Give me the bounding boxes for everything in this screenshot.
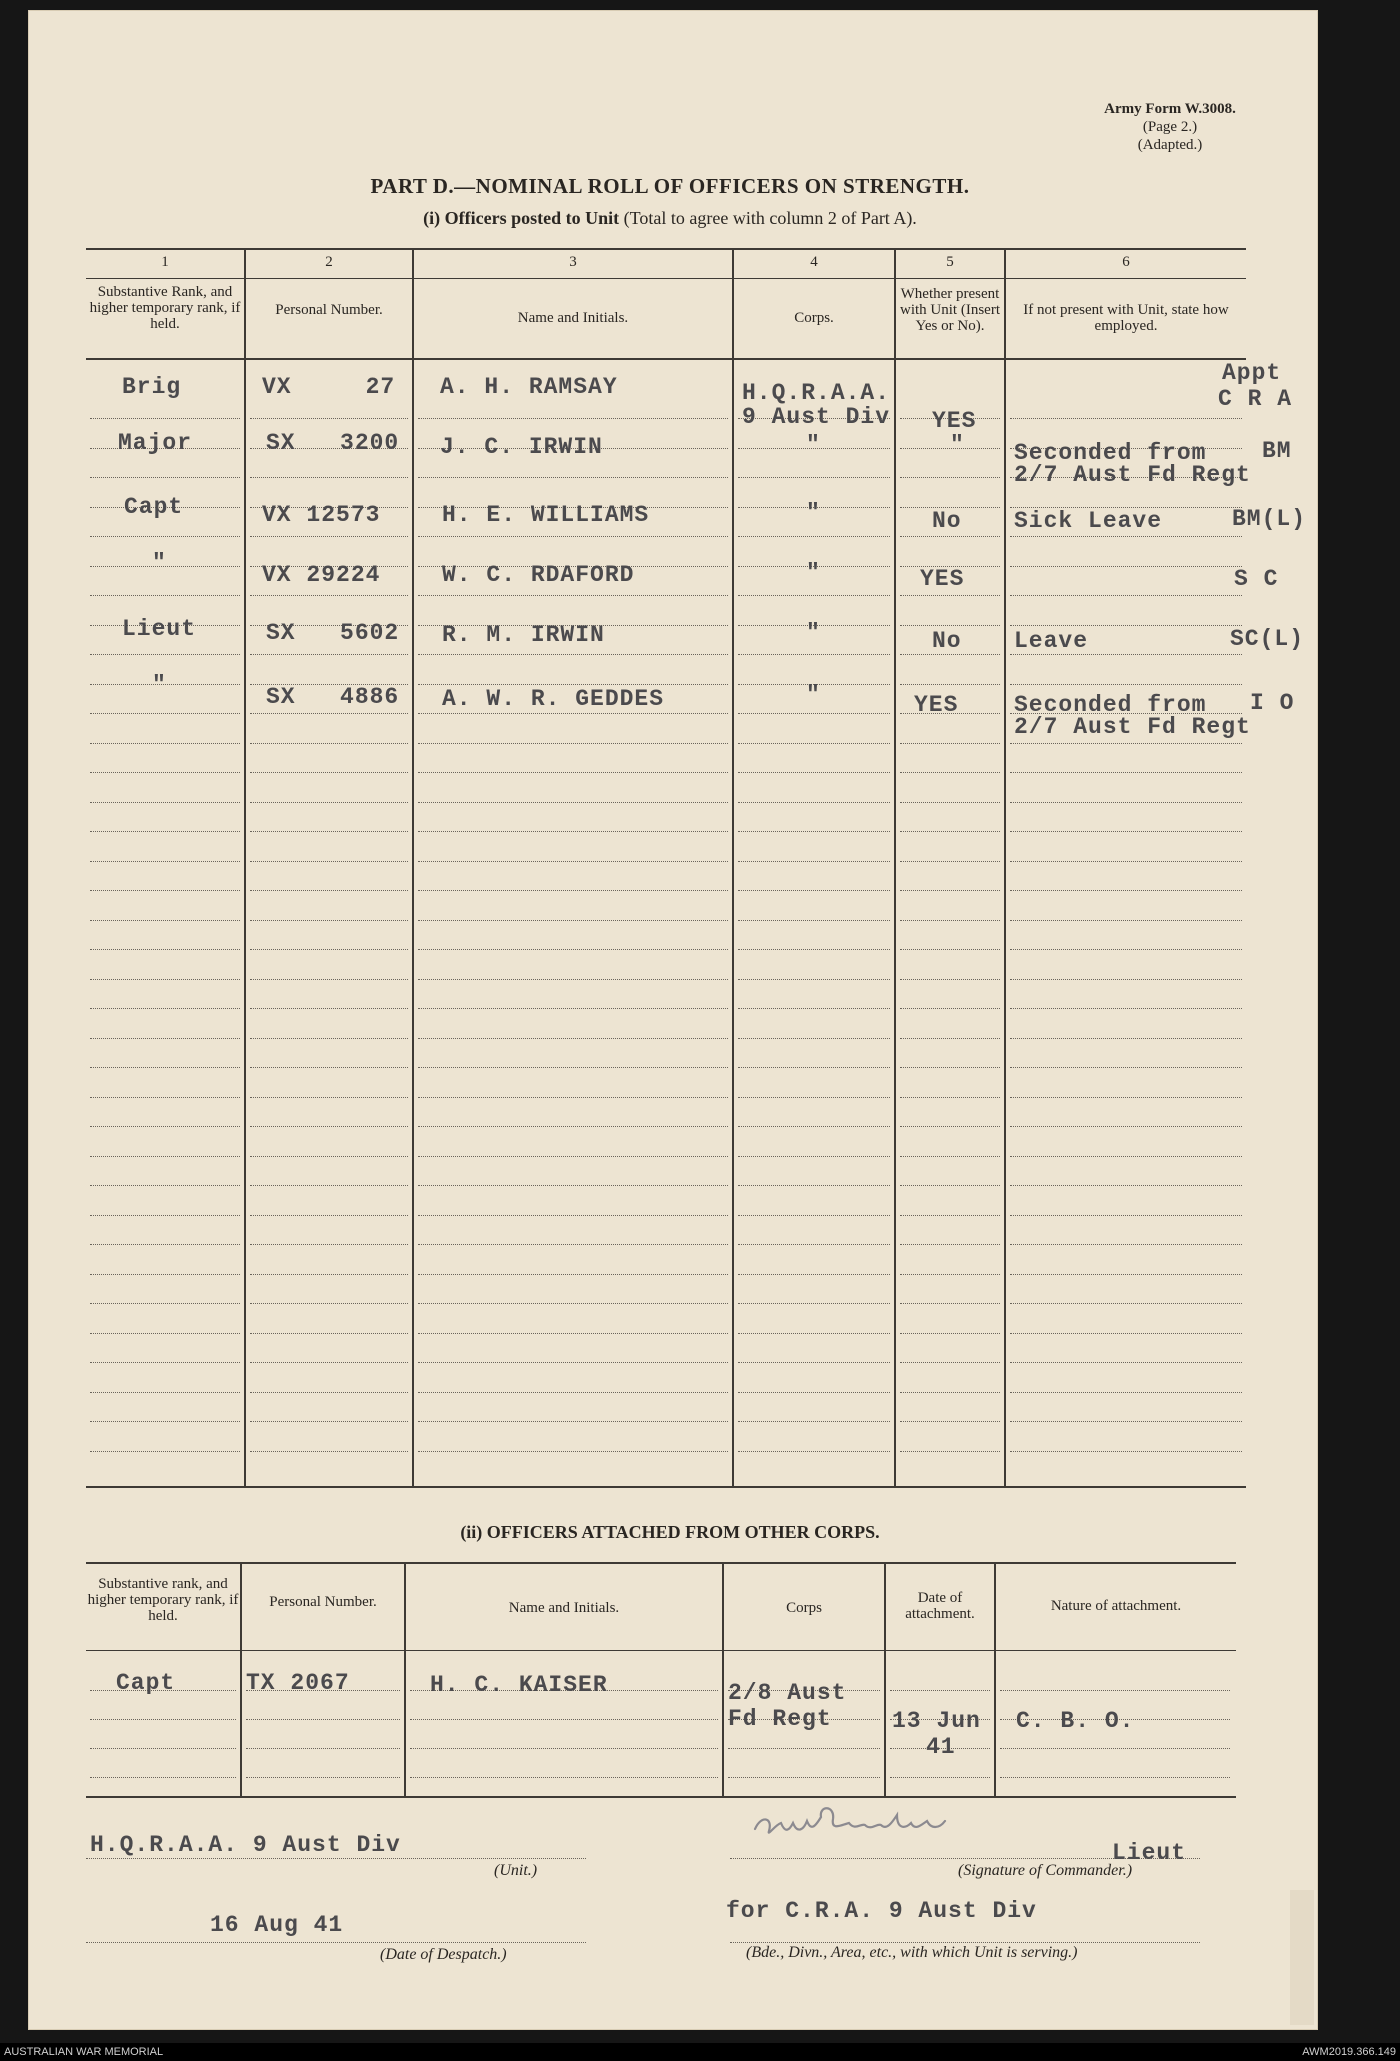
- ruled-line: [738, 861, 890, 862]
- form-id-line3: (Adapted.): [1137, 137, 1203, 153]
- ruled-line: [90, 949, 240, 950]
- table-row-name: A. H. RAMSAY: [440, 374, 618, 400]
- ruled-line: [1000, 1777, 1230, 1778]
- ruled-line: [738, 1362, 890, 1363]
- ruled-line: [250, 418, 408, 419]
- ruled-line: [738, 831, 890, 832]
- ruled-line: [250, 1274, 408, 1275]
- ruled-line: [738, 1008, 890, 1009]
- ruled-line: [1010, 1156, 1242, 1157]
- ruled-line: [738, 1156, 890, 1157]
- att-header-corps: Corps: [786, 1600, 822, 1616]
- ruled-line: [900, 1421, 1000, 1422]
- ruled-line: [418, 1067, 728, 1068]
- ruled-line: [90, 1156, 240, 1157]
- table-row-name: A. W. R. GEDDES: [442, 686, 665, 712]
- ruled-line: [900, 861, 1000, 862]
- table-row-corps: ": [806, 432, 821, 458]
- part-title: PART D.—NOMINAL ROLL OF OFFICERS ON STRENGTH.: [370, 174, 970, 198]
- ruled-line: [738, 979, 890, 980]
- ruled-line: [90, 1719, 236, 1720]
- att-header-rank: Substantive rank, and higher temporary rank, if held.: [87, 1576, 239, 1624]
- ruled-line: [418, 890, 728, 891]
- ruled-line: [250, 1451, 408, 1452]
- ruled-line: [418, 831, 728, 832]
- ruled-line: [738, 536, 890, 537]
- table-row-appt: I O: [1250, 690, 1295, 716]
- ruled-line: [246, 1719, 400, 1720]
- ruled-line: [90, 920, 240, 921]
- ruled-line: [1010, 802, 1242, 803]
- table-row-rank: Lieut: [122, 616, 197, 642]
- ruled-line: [1010, 654, 1242, 655]
- ruled-line: [250, 595, 408, 596]
- paper-edge: [1290, 1890, 1314, 2025]
- ruled-line: [900, 1274, 1000, 1275]
- table-row-corps: ": [806, 560, 821, 586]
- att-row-nature: C. B. O.: [1016, 1708, 1135, 1734]
- ruled-line: [900, 890, 1000, 891]
- ruled-line: [90, 831, 240, 832]
- ruled-line: [1010, 1451, 1242, 1452]
- table-row-corps2: 9 Aust Div: [742, 404, 891, 430]
- att-row-corps2: Fd Regt: [728, 1706, 832, 1732]
- table-row-employed: Sick Leave: [1014, 508, 1163, 534]
- ruled-line: [90, 772, 240, 773]
- ruled-line: [90, 536, 240, 537]
- ruled-line: [418, 1156, 728, 1157]
- ruled-line: [1010, 1244, 1242, 1245]
- table-row-number: VX 12573: [262, 502, 381, 528]
- table-row-present: No: [932, 508, 962, 534]
- ruled-line: [250, 890, 408, 891]
- ruled-line: [1000, 1690, 1230, 1691]
- ruled-line: [1010, 861, 1242, 862]
- table-row-present: YES: [914, 692, 959, 718]
- ruled-line: [1010, 1274, 1242, 1275]
- att-header-date: Date of attachment.: [905, 1590, 975, 1622]
- ruled-line: [900, 536, 1000, 537]
- att-row-rank: Capt: [116, 1670, 176, 1696]
- table-row-present: YES: [932, 408, 977, 434]
- ruled-line: [900, 595, 1000, 596]
- ruled-line: [1000, 1748, 1230, 1749]
- ruled-line: [410, 1748, 718, 1749]
- ruled-line: [90, 979, 240, 980]
- col-header-corps: Corps.: [794, 310, 834, 326]
- ruled-line: [418, 1392, 728, 1393]
- ruled-line: [90, 743, 240, 744]
- ruled-line: [738, 1274, 890, 1275]
- table-row-employed: Seconded from: [1014, 440, 1207, 466]
- ruled-line: [418, 1362, 728, 1363]
- ruled-line: [418, 684, 728, 685]
- ruled-line: [418, 1333, 728, 1334]
- ruled-line: [738, 949, 890, 950]
- ruled-line: [900, 1215, 1000, 1216]
- ruled-line: [900, 625, 1000, 626]
- ruled-line: [738, 1333, 890, 1334]
- ruled-line: [900, 1303, 1000, 1304]
- table-row-present: YES: [920, 566, 965, 592]
- ruled-line: [900, 1156, 1000, 1157]
- table-row-rank: Capt: [124, 494, 184, 520]
- col-num-2: 2: [325, 254, 333, 270]
- ruled-line: [1010, 949, 1242, 950]
- ruled-line: [728, 1748, 880, 1749]
- att-row-corps: 2/8 Aust: [728, 1680, 847, 1706]
- ruled-line: [90, 802, 240, 803]
- att-row-date2: 41: [926, 1734, 956, 1760]
- ruled-line: [900, 1244, 1000, 1245]
- table-row-rank: ": [152, 672, 167, 698]
- col-num-3: 3: [569, 254, 577, 270]
- table-row-corps: H.Q.R.A.A.: [742, 380, 891, 406]
- ruled-line: [900, 920, 1000, 921]
- ruled-line: [418, 1097, 728, 1098]
- ruled-line: [250, 772, 408, 773]
- ruled-line: [90, 595, 240, 596]
- ruled-line: [250, 1126, 408, 1127]
- ruled-line: [1010, 743, 1242, 744]
- form-id-line2: (Page 2.): [1142, 119, 1198, 135]
- ruled-line: [246, 1748, 400, 1749]
- ruled-line: [728, 1777, 880, 1778]
- ruled-line: [1010, 1008, 1242, 1009]
- ruled-line: [900, 1362, 1000, 1363]
- ruled-line: [738, 1038, 890, 1039]
- ruled-line: [1010, 625, 1242, 626]
- table-row-rank: Brig: [122, 374, 182, 400]
- ruled-line: [738, 1303, 890, 1304]
- ruled-line: [418, 1244, 728, 1245]
- ruled-line: [418, 949, 728, 950]
- commander-signature: [745, 1795, 1015, 1845]
- form-id: [1060, 100, 1280, 154]
- ruled-line: [90, 1244, 240, 1245]
- ruled-line: [900, 949, 1000, 950]
- att-row-number: TX 2067: [246, 1670, 350, 1696]
- ruled-line: [250, 1185, 408, 1186]
- ruled-line: [250, 1421, 408, 1422]
- ruled-line: [1010, 566, 1242, 567]
- ruled-line: [418, 1303, 728, 1304]
- ruled-line: [738, 1451, 890, 1452]
- table-row-number: SX 5602: [266, 620, 400, 646]
- ruled-line: [738, 595, 890, 596]
- col-header-rank: Substantive Rank, and higher temporary rank, if held.: [89, 284, 241, 332]
- ruled-line: [418, 1038, 728, 1039]
- section1-heading-bold: (i) Officers posted to Unit: [423, 208, 620, 228]
- ruled-line: [738, 1244, 890, 1245]
- section1-heading: [200, 208, 1140, 229]
- table-row-number: SX 3200: [266, 430, 400, 456]
- ruled-line: [250, 1097, 408, 1098]
- ruled-line: [1010, 684, 1242, 685]
- ruled-line: [1010, 1362, 1242, 1363]
- ruled-line: [1010, 1392, 1242, 1393]
- col-num-6: 6: [1122, 254, 1130, 270]
- table-row-name: H. E. WILLIAMS: [442, 502, 650, 528]
- ruled-line: [250, 1215, 408, 1216]
- ruled-line: [900, 979, 1000, 980]
- ruled-line: [90, 1038, 240, 1039]
- ruled-line: [90, 418, 240, 419]
- att-row-name: H. C. KAISER: [430, 1672, 608, 1698]
- ruled-line: [738, 920, 890, 921]
- ruled-line: [900, 802, 1000, 803]
- ruled-line: [418, 802, 728, 803]
- ruled-line: [418, 536, 728, 537]
- date-label: (Date of Despatch.): [380, 1946, 507, 1963]
- archive-right: AWM2019.366.149: [1302, 2046, 1396, 2058]
- table-row-appt: Appt: [1222, 360, 1282, 386]
- ruled-line: [90, 1451, 240, 1452]
- table-row-corps: ": [806, 500, 821, 526]
- ruled-line: [1010, 595, 1242, 596]
- ruled-line: [1010, 1097, 1242, 1098]
- ruled-line: [900, 1333, 1000, 1334]
- table-row-number: SX 4886: [266, 684, 400, 710]
- table-row-number: VX 27: [262, 374, 396, 400]
- ruled-line: [90, 654, 240, 655]
- ruled-line: [250, 802, 408, 803]
- section1-heading-rest: (Total to agree with column 2 of Part A).: [623, 208, 917, 228]
- ruled-line: [738, 1126, 890, 1127]
- ruled-line: [738, 1067, 890, 1068]
- table-row-appt: S C: [1234, 566, 1279, 592]
- ruled-line: [418, 1215, 728, 1216]
- ruled-line: [900, 1126, 1000, 1127]
- ruled-line: [90, 1333, 240, 1334]
- ruled-line: [90, 1748, 236, 1749]
- ruled-line: [738, 1215, 890, 1216]
- att-header-name: Name and Initials.: [508, 1600, 620, 1616]
- att-header-number: Personal Number.: [269, 1594, 377, 1610]
- col-num-1: 1: [161, 254, 169, 270]
- ruled-line: [900, 1097, 1000, 1098]
- ruled-line: [250, 713, 408, 714]
- table-row-employed: Seconded from: [1014, 692, 1207, 718]
- ruled-line: [1010, 1215, 1242, 1216]
- ruled-line: [900, 1451, 1000, 1452]
- ruled-line: [900, 684, 1000, 685]
- ruled-line: [250, 920, 408, 921]
- ruled-line: [418, 1421, 728, 1422]
- att-header-nature: Nature of attachment.: [1050, 1598, 1182, 1614]
- col-header-name: Name and Initials.: [517, 310, 629, 326]
- ruled-line: [738, 713, 890, 714]
- col-num-4: 4: [810, 254, 818, 270]
- ruled-line: [90, 1421, 240, 1422]
- table-row-name: J. C. IRWIN: [440, 434, 603, 460]
- ruled-line: [738, 743, 890, 744]
- ruled-line: [418, 1451, 728, 1452]
- rank-value: Lieut: [1112, 1840, 1187, 1866]
- archive-left: AUSTRALIAN WAR MEMORIAL: [4, 2046, 164, 2058]
- ruled-line: [738, 1421, 890, 1422]
- ruled-line: [250, 1392, 408, 1393]
- ruled-line: [410, 1719, 718, 1720]
- ruled-line: [418, 1008, 728, 1009]
- ruled-line: [90, 1362, 240, 1363]
- table-row-corps: ": [806, 620, 821, 646]
- serving-value: for C.R.A. 9 Aust Div: [726, 1898, 1037, 1924]
- unit-value: H.Q.R.A.A. 9 Aust Div: [90, 1832, 401, 1858]
- ruled-line: [418, 1274, 728, 1275]
- ruled-line: [890, 1777, 990, 1778]
- ruled-line: [246, 1777, 400, 1778]
- ruled-line: [900, 1008, 1000, 1009]
- ruled-line: [250, 831, 408, 832]
- section2-heading: (ii) OFFICERS ATTACHED FROM OTHER CORPS.: [460, 1522, 880, 1542]
- ruled-line: [1010, 772, 1242, 773]
- ruled-line: [738, 772, 890, 773]
- table-row-present: No: [932, 628, 962, 654]
- ruled-line: [900, 1038, 1000, 1039]
- col-header-number: Personal Number.: [275, 302, 383, 318]
- att-row-date: 13 Jun: [892, 1708, 981, 1734]
- ruled-line: [250, 861, 408, 862]
- ruled-line: [250, 1067, 408, 1068]
- ruled-line: [1010, 536, 1242, 537]
- ruled-line: [900, 477, 1000, 478]
- ruled-line: [90, 1008, 240, 1009]
- ruled-line: [90, 1303, 240, 1304]
- table-row-employed2: 2/7 Aust Fd Regt: [1014, 462, 1251, 488]
- ruled-line: [1010, 1303, 1242, 1304]
- table-row-name: R. M. IRWIN: [442, 622, 605, 648]
- ruled-line: [900, 772, 1000, 773]
- ruled-line: [900, 743, 1000, 744]
- ruled-line: [250, 743, 408, 744]
- ruled-line: [1010, 920, 1242, 921]
- table-row-rank: Major: [118, 430, 193, 456]
- ruled-line: [90, 890, 240, 891]
- col-header-employed: If not present with Unit, state how employed.: [1023, 302, 1229, 334]
- ruled-line: [900, 831, 1000, 832]
- ruled-line: [738, 802, 890, 803]
- table-row-appt: SC(L): [1230, 626, 1305, 652]
- col-header-present: Whether present with Unit (Insert Yes or No).: [900, 286, 1000, 334]
- ruled-line: [738, 890, 890, 891]
- ruled-line: [90, 1067, 240, 1068]
- ruled-line: [1010, 1185, 1242, 1186]
- ruled-line: [418, 1185, 728, 1186]
- ruled-line: [738, 1392, 890, 1393]
- ruled-line: [900, 1392, 1000, 1393]
- ruled-line: [418, 1126, 728, 1127]
- ruled-line: [738, 1097, 890, 1098]
- ruled-line: [90, 861, 240, 862]
- ruled-line: [90, 1215, 240, 1216]
- ruled-line: [418, 713, 728, 714]
- ruled-line: [1010, 418, 1242, 419]
- ruled-line: [1010, 1067, 1242, 1068]
- ruled-line: [418, 595, 728, 596]
- ruled-line: [738, 654, 890, 655]
- table-row-employed2: 2/7 Aust Fd Regt: [1014, 714, 1251, 740]
- ruled-line: [1010, 1421, 1242, 1422]
- table-row-corps: ": [806, 682, 821, 708]
- ruled-line: [90, 1097, 240, 1098]
- ruled-line: [418, 772, 728, 773]
- ruled-line: [90, 1392, 240, 1393]
- date-value: 16 Aug 41: [210, 1912, 344, 1938]
- ruled-line: [418, 861, 728, 862]
- table-row-present: ": [950, 432, 965, 458]
- table-row-number: VX 29224: [262, 562, 381, 588]
- table-row-employed: Leave: [1014, 628, 1089, 654]
- ruled-line: [250, 1008, 408, 1009]
- ruled-line: [1010, 1126, 1242, 1127]
- serving-label: (Bde., Divn., Area, etc., with which Unit is serving.): [746, 1944, 1078, 1961]
- table-row-appt2: C R A: [1218, 386, 1293, 412]
- ruled-line: [250, 536, 408, 537]
- ruled-line: [418, 743, 728, 744]
- ruled-line: [90, 713, 240, 714]
- ruled-line: [250, 1244, 408, 1245]
- ruled-line: [738, 1185, 890, 1186]
- ruled-line: [250, 979, 408, 980]
- ruled-line: [1010, 979, 1242, 980]
- ruled-line: [418, 477, 728, 478]
- ruled-line: [250, 1156, 408, 1157]
- ruled-line: [418, 920, 728, 921]
- ruled-line: [90, 1185, 240, 1186]
- table-row-rank: ": [152, 550, 167, 576]
- ruled-line: [900, 1185, 1000, 1186]
- ruled-line: [90, 1274, 240, 1275]
- ruled-line: [1010, 831, 1242, 832]
- ruled-line: [418, 418, 728, 419]
- signature-label: (Signature of Commander.): [958, 1862, 1133, 1879]
- ruled-line: [250, 477, 408, 478]
- ruled-line: [418, 654, 728, 655]
- ruled-line: [738, 477, 890, 478]
- ruled-line: [900, 654, 1000, 655]
- ruled-line: [900, 1067, 1000, 1068]
- ruled-line: [90, 1777, 236, 1778]
- ruled-line: [250, 1362, 408, 1363]
- ruled-line: [1010, 890, 1242, 891]
- ruled-line: [250, 1038, 408, 1039]
- table-row-name: W. C. RDAFORD: [442, 562, 635, 588]
- table-row-appt: BM(L): [1232, 506, 1307, 532]
- table-row-appt: BM: [1262, 438, 1292, 464]
- form-id-line1: Army Form W.3008.: [1104, 101, 1236, 117]
- archive-bar: [0, 2043, 1400, 2061]
- ruled-line: [1010, 1038, 1242, 1039]
- ruled-line: [90, 477, 240, 478]
- ruled-line: [250, 654, 408, 655]
- ruled-line: [418, 979, 728, 980]
- ruled-line: [250, 949, 408, 950]
- ruled-line: [410, 1777, 718, 1778]
- ruled-line: [250, 1303, 408, 1304]
- col-num-5: 5: [946, 254, 954, 270]
- ruled-line: [90, 1126, 240, 1127]
- ruled-line: [1010, 1333, 1242, 1334]
- ruled-line: [250, 1333, 408, 1334]
- ruled-line: [890, 1690, 990, 1691]
- unit-label: (Unit.): [494, 1862, 538, 1879]
